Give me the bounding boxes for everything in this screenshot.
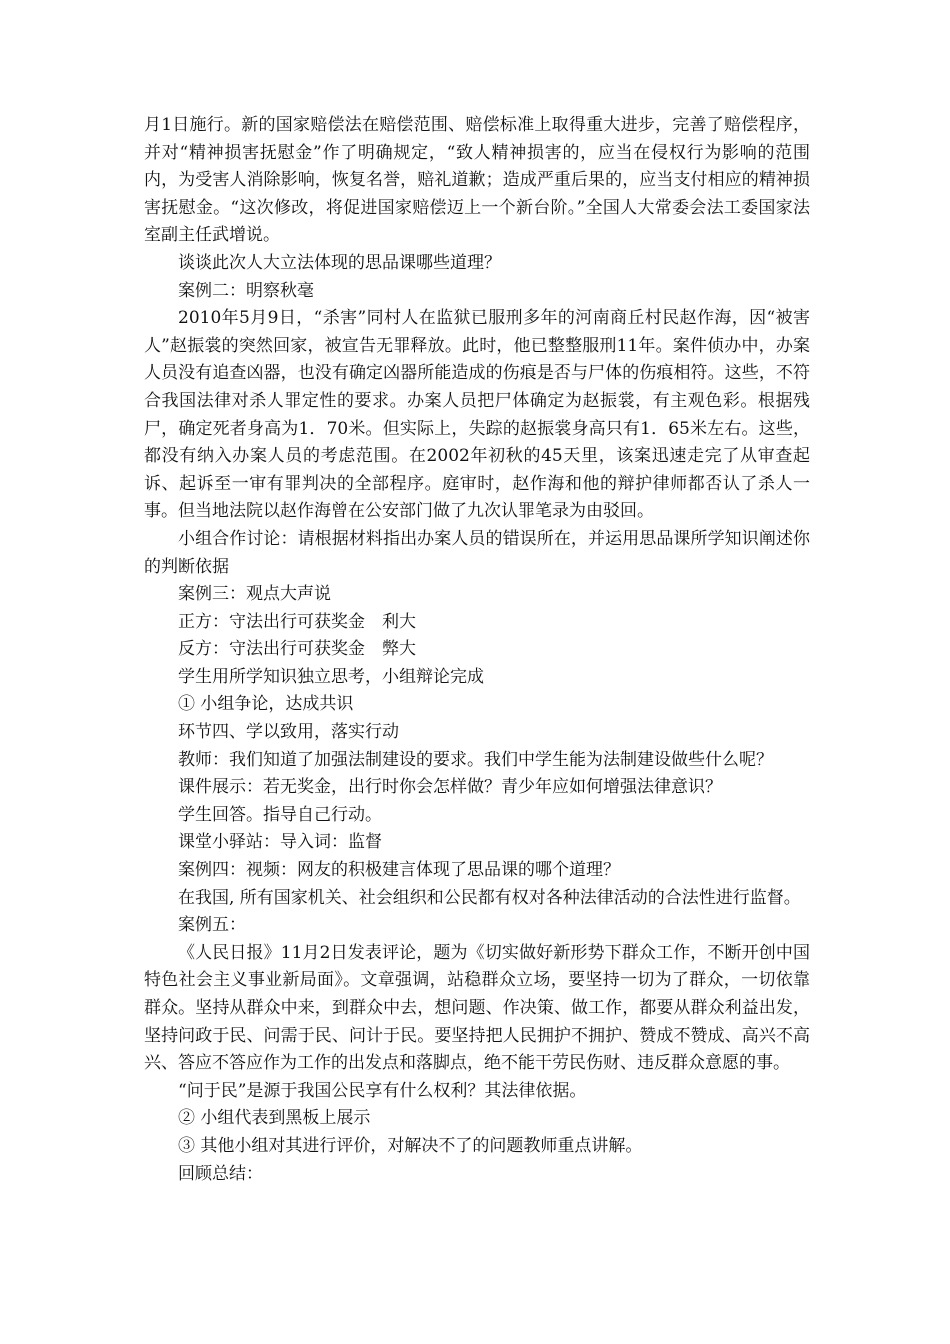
paragraph: 环节四、学以致用，落实行动 (178, 722, 399, 743)
paragraph: “问于民”是源于我国公民享有什么权利？其法律依据。 (178, 1080, 587, 1101)
paragraph: 反方：守法出行可获奖金 弊大 (178, 639, 416, 660)
document-page (144, 112, 810, 1188)
paragraph: 案例五： (178, 915, 246, 936)
paragraph: 案例三：观点大声说 (178, 584, 331, 605)
paragraph: ③ 其他小组对其进行评价，对解决不了的问题教师重点讲解。 (178, 1135, 643, 1156)
paragraph: 案例四：视频：网友的积极建言体现了思品课的哪个道理？ (178, 860, 620, 881)
paragraph: 课堂小驿站：导入词：监督 (178, 832, 382, 853)
paragraph: 《人民日报》11月2日发表评论，题为《切实做好新形势下群众工作，不断开创中国特色社会主义事业新局面》。文章强调，站稳群众立场，要坚持一切为了群众，一切依靠群众。坚持从群众中来，到群众中去，想问题、作决策、做工作，都要从群众利益出发，坚持问政于民、问需于民、问计于民。要坚持把人民拥护不拥护、赞成不赞成、高兴不高兴、答应不答应作为工作的出发点和落脚点，绝不能干劳民伤财、违反群众意愿的事。 (144, 942, 810, 1074)
paragraph: 回顾总结： (178, 1163, 263, 1184)
paragraph: ② 小组代表到黑板上展示 (178, 1108, 371, 1129)
paragraph: 案例二：明察秋毫 (178, 280, 314, 301)
paragraph: 课件展示：若无奖金，出行时你会怎样做？青少年应如何增强法律意识？ (178, 777, 722, 798)
paragraph: 教师：我们知道了加强法制建设的要求。我们中学生能为法制建设做些什么呢？ (178, 749, 773, 770)
paragraph: 正方：守法出行可获奖金 利大 (178, 611, 416, 632)
paragraph: 学生用所学知识独立思考，小组辩论完成 (178, 666, 484, 687)
paragraph: 月1日施行。新的国家赔偿法在赔偿范围、赔偿标准上取得重大进步，完善了赔偿程序，并对“精神损害抚慰金”作了明确规定，“致人精神损害的，应当在侵权行为影响的范围内，为受害人消除影响，恢复名誉，赔礼道歉；造成严重后果的，应当支付相应的精神损害抚慰金。“这次修改，将促进国家赔偿迈上一个新台阶。”全国人大常委会法工委国家法室副主任武增说。 (144, 115, 810, 246)
paragraph: 谈谈此次人大立法体现的思品课哪些道理？ (178, 252, 501, 273)
paragraph: 小组合作讨论：请根据材料指出办案人员的错误所在，并运用思品课所学知识阐述你的判断依据 (144, 528, 810, 577)
paragraph: 在我国, 所有国家机关、社会组织和公民都有权对各种法律活动的合法性进行监督。 (178, 887, 801, 908)
paragraph: ① 小组争论，达成共识 (178, 694, 354, 715)
paragraph: 2010年5月9日，“杀害”同村人在监狱已服刑多年的河南商丘村民赵作海，因“被害人”赵振裳的突然回家，被宣告无罪释放。此时，他已整整服刑11年。案件侦办中，办案人员没有追查凶器，也没有确定凶器所能造成的伤痕是否与尸体的伤痕相符。这些，不符合我国法律对杀人罪定性的要求。办案人员把尸体确定为赵振裳，有主观色彩。根据残尸，确定死者身高为1．70米。但实际上，失踪的赵振裳身高只有1．65米左右。这些，都没有纳入办案人员的考虑范围。在2002年初秋的45天里，该案迅速走完了从审查起诉、起诉至一审有罪判决的全部程序。庭审时，赵作海和他的辩护律师都否认了杀人一事。但当地法院以赵作海曾在公安部门做了九次认罪笔录为由驳回。 (144, 308, 810, 522)
paragraph: 学生回答。指导自己行动。 (178, 804, 382, 825)
